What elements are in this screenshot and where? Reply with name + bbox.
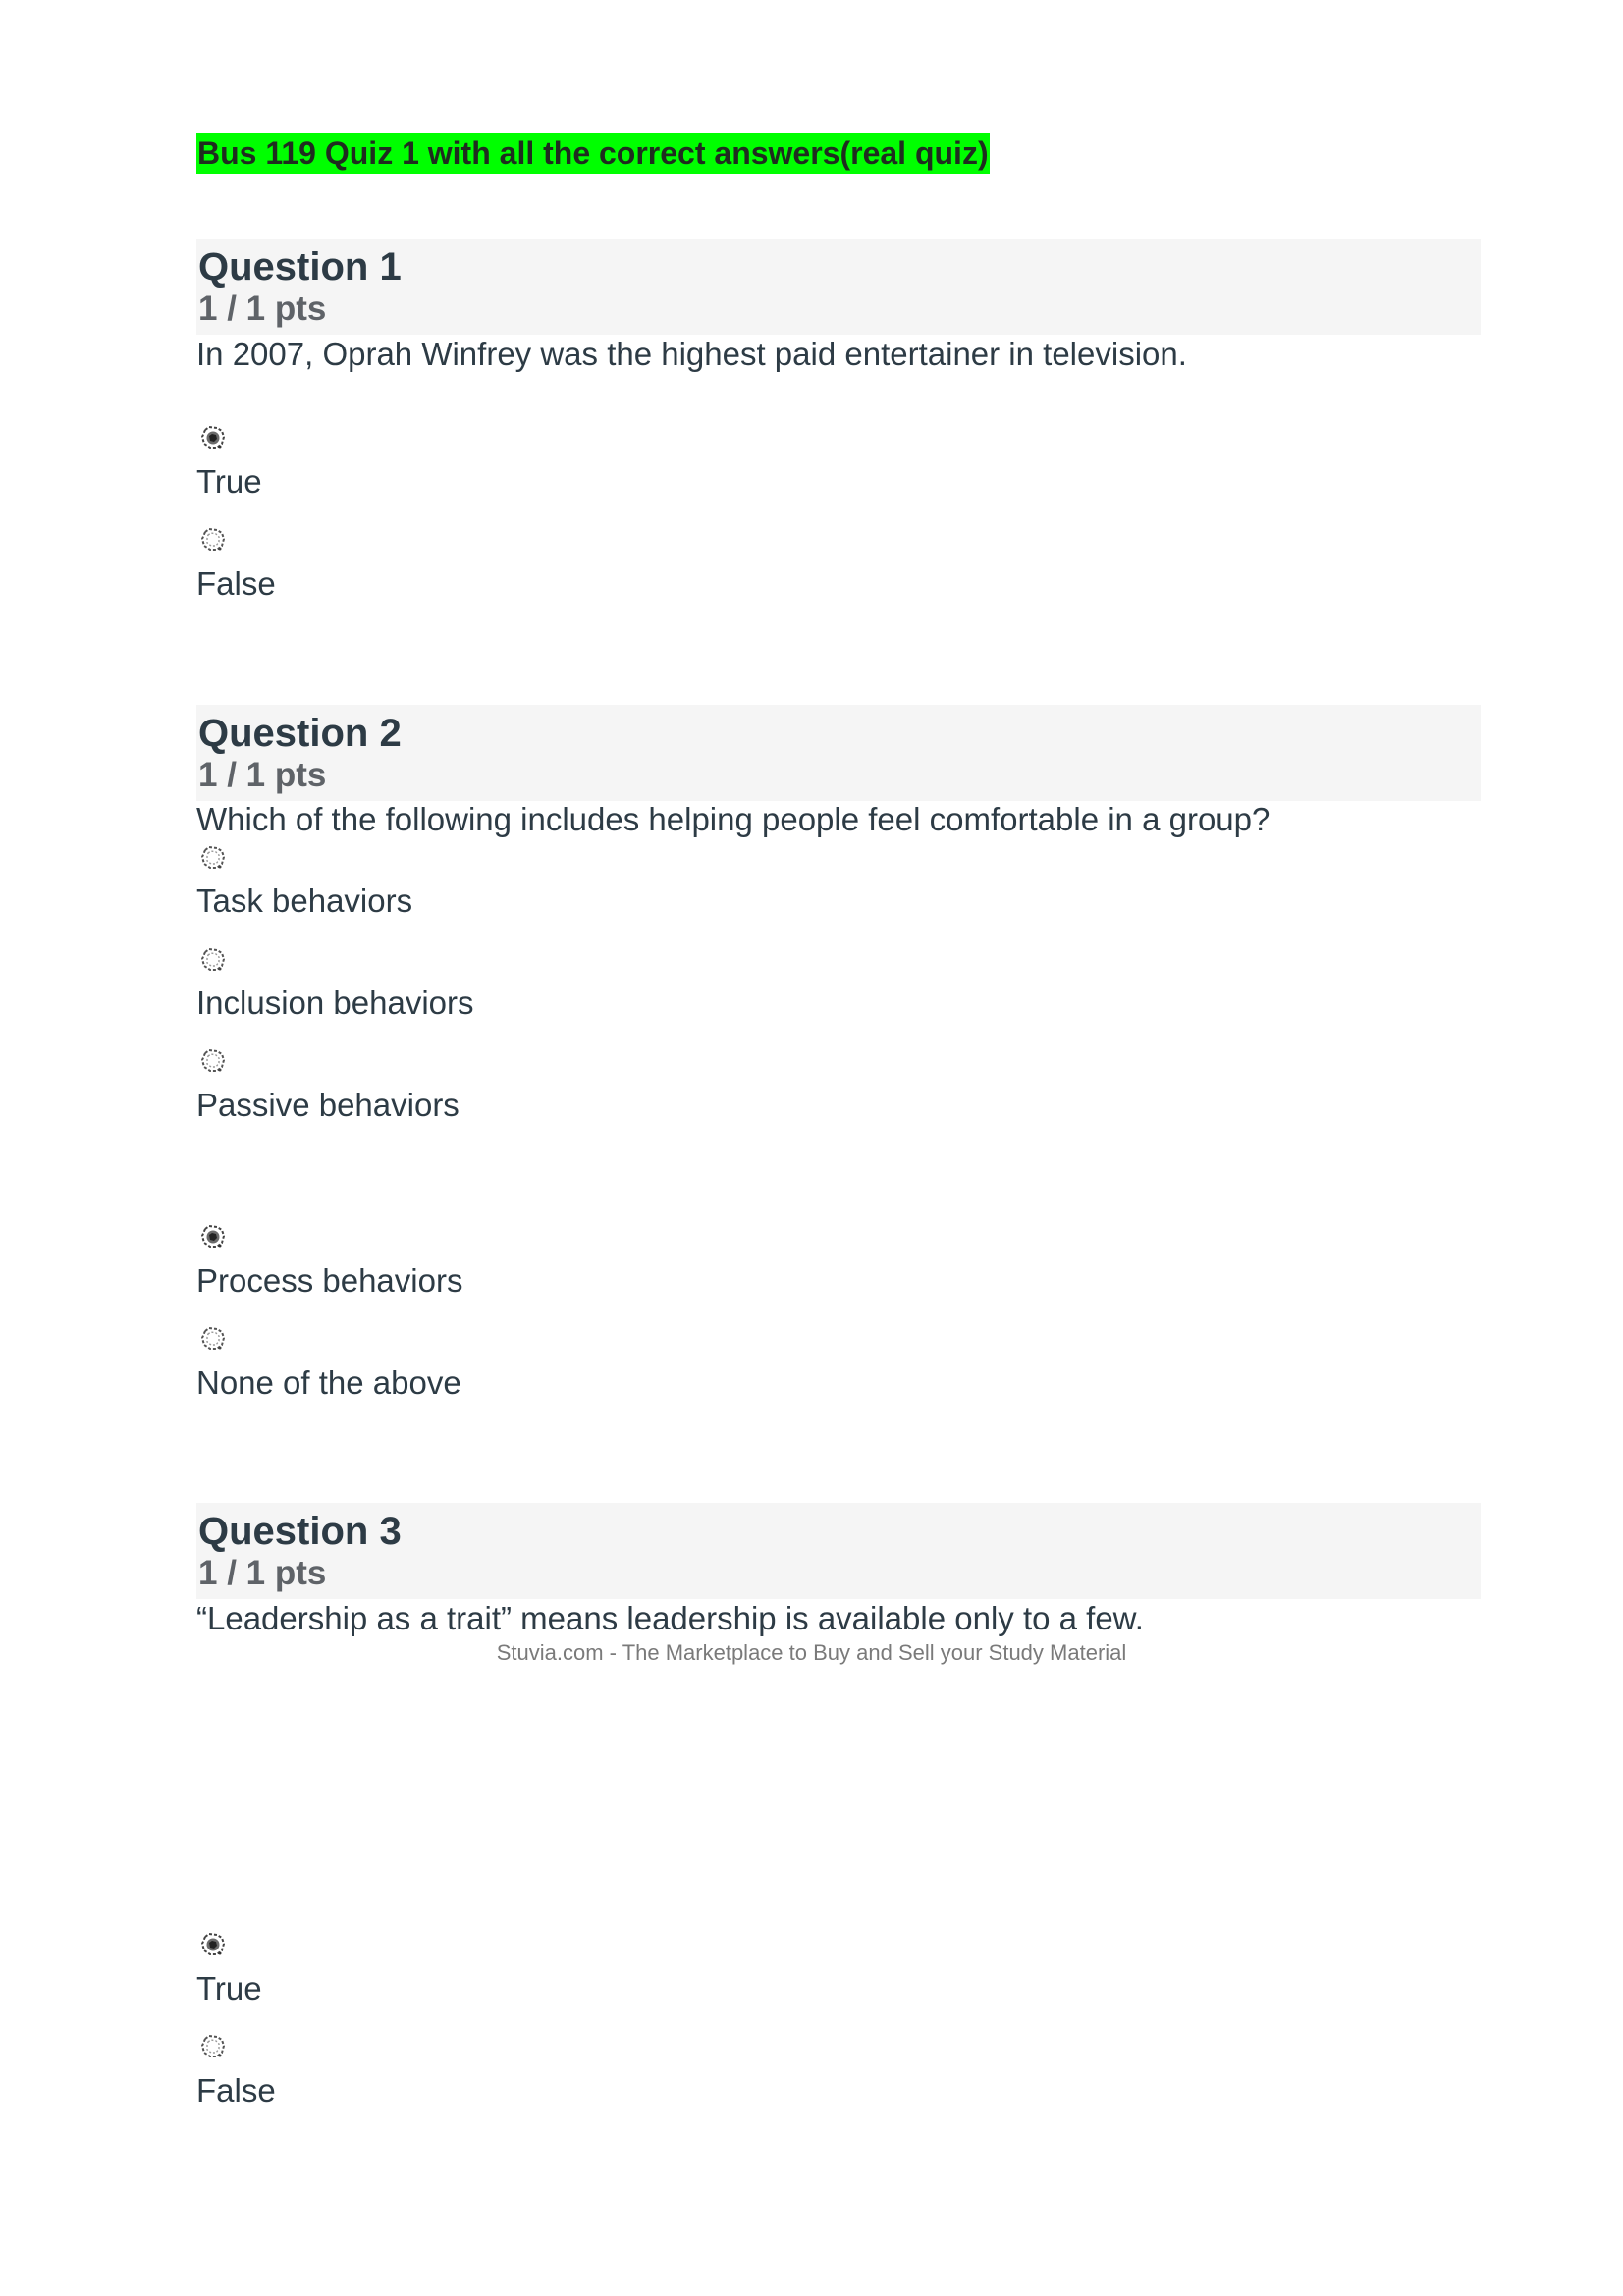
question-title: Question 2	[198, 712, 402, 755]
answer-label: False	[196, 565, 276, 602]
answer-label: None of the above	[196, 1364, 461, 1401]
radio-icon[interactable]	[199, 1325, 227, 1353]
radio-icon[interactable]	[199, 2033, 227, 2060]
answer-label: Passive behaviors	[196, 1087, 460, 1123]
radio-icon[interactable]	[199, 844, 227, 872]
radio-selected-icon[interactable]	[199, 1223, 227, 1251]
radio-selected-icon[interactable]	[199, 1931, 227, 1958]
question-title: Question 1	[198, 245, 402, 289]
answer-label: False	[196, 2072, 276, 2109]
question-text: In 2007, Oprah Winfrey was the highest paid entertainer in television.	[196, 336, 1187, 372]
question-text: Which of the following includes helping people feel comfortable in a group?	[196, 801, 1271, 837]
question-points: 1 / 1 pts	[198, 756, 327, 794]
document-title: Bus 119 Quiz 1 with all the correct answers(real quiz)	[196, 133, 990, 174]
answer-label: Task behaviors	[196, 882, 413, 919]
question-points: 1 / 1 pts	[198, 290, 327, 328]
radio-icon[interactable]	[199, 1047, 227, 1075]
question-header	[196, 239, 1481, 335]
radio-icon[interactable]	[199, 526, 227, 554]
radio-icon[interactable]	[199, 946, 227, 974]
question-header	[196, 705, 1481, 801]
answer-label: True	[196, 1970, 262, 2006]
question-points: 1 / 1 pts	[198, 1554, 327, 1592]
answer-label: True	[196, 463, 262, 500]
answer-label: Process behaviors	[196, 1262, 463, 1299]
answer-label: Inclusion behaviors	[196, 985, 474, 1021]
question-header	[196, 1503, 1481, 1599]
question-text: “Leadership as a trait” means leadership is available only to a few.	[196, 1600, 1144, 1636]
page-footer: Stuvia.com - The Marketplace to Buy and Sell your Study Material	[496, 1640, 1127, 1665]
question-title: Question 3	[198, 1510, 402, 1553]
radio-selected-icon[interactable]	[199, 424, 227, 452]
